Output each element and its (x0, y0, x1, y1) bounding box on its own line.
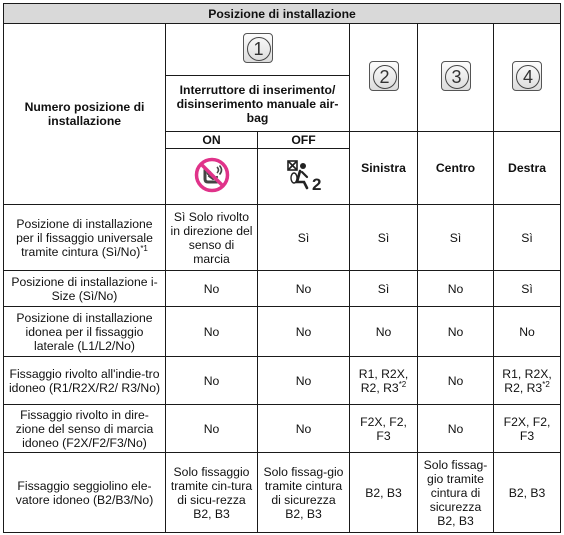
cell-left: R1, R2X, R2, R3$^{*2}$ (350, 357, 418, 405)
cell-airbag-on: No (166, 307, 258, 357)
cell-airbag-on: No (166, 271, 258, 307)
cell-airbag-off: Solo fissag-gio tramite cintura di sicurezza B2, B3 (258, 453, 350, 533)
table-title: Posizione di installazione (4, 4, 561, 24)
cell-airbag-on: Sì Solo rivolto in direzione del senso di marcia (166, 205, 258, 271)
cell-airbag-on: No (166, 357, 258, 405)
cell-left: B2, B3 (350, 453, 418, 533)
cell-left: Sì (350, 205, 418, 271)
cell-center: No (418, 271, 494, 307)
cell-airbag-off: No (258, 271, 350, 307)
cell-right: F2X, F2, F3 (494, 405, 561, 453)
position-3-badge (441, 61, 471, 91)
cell-center: No (418, 307, 494, 357)
airbag-off-icon (284, 158, 324, 192)
airbag-off-icon-digit: 2 (311, 175, 321, 192)
position-4-cell (494, 24, 561, 132)
row-label: Posizione di installazione i-Size (Sì/No) (4, 271, 166, 307)
cell-right: Sì (494, 205, 561, 271)
row-label: Fissaggio seggiolino ele-vatore idoneo (B2/B3/No) (4, 453, 166, 533)
cell-left: F2X, F2, F3 (350, 405, 418, 453)
side-right-label: Destra (494, 132, 561, 205)
position-number: 2 (373, 65, 397, 89)
off-label: OFF (258, 132, 350, 149)
cell-center: Sì (418, 205, 494, 271)
side-center-label: Centro (418, 132, 494, 205)
cell-left: No (350, 307, 418, 357)
position-2-badge (369, 61, 399, 91)
row-label: Fissaggio rivolto in dire-zione del senso di marcia idoneo (F2X/F2/F3/No) (4, 405, 166, 453)
airbag-off-icon-cell (258, 149, 350, 205)
cell-center: No (418, 357, 494, 405)
side-left-label: Sinistra (350, 132, 418, 205)
airbag-on-icon-cell (166, 149, 258, 205)
cell-airbag-off: No (258, 307, 350, 357)
position-4-badge (512, 61, 542, 91)
position-2-cell (350, 24, 418, 132)
position-1-badge (243, 33, 273, 63)
cell-center: Solo fissag-gio tramite cintura di sicurezza B2, B3 (418, 453, 494, 533)
position-3-cell (418, 24, 494, 132)
cell-airbag-on: Solo fissaggio tramite cin-tura di sicu-rezza B2, B3 (166, 453, 258, 533)
row-label: Posizione di installazione per il fissaggio universale tramite cintura (Sì/No)$^{*1}$ (4, 205, 166, 271)
position-number: 4 (516, 65, 540, 89)
cell-right: No (494, 307, 561, 357)
no-rear-facing-child-seat-icon (194, 157, 230, 193)
cell-right: B2, B3 (494, 453, 561, 533)
cell-airbag-on: No (166, 405, 258, 453)
position-number: 3 (445, 65, 469, 89)
airbag-switch-label: Interruttore di inserimento/ disinserimento manuale air-bag (166, 76, 350, 132)
cell-right: Sì (494, 271, 561, 307)
row-header: Numero posizione di installazione (4, 24, 166, 205)
on-label: ON (166, 132, 258, 149)
installation-position-table (3, 3, 561, 533)
cell-left: Sì (350, 271, 418, 307)
row-label: Fissaggio rivolto all'indie-tro idoneo (R1/R2X/R2/ R3/No) (4, 357, 166, 405)
cell-right: R1, R2X, R2, R3$^{*2}$ (494, 357, 561, 405)
position-1-cell (166, 24, 350, 76)
position-number: 1 (247, 37, 271, 61)
row-label: Posizione di installazione idonea per il fissaggio laterale (L1/L2/No) (4, 307, 166, 357)
cell-airbag-off: Sì (258, 205, 350, 271)
cell-airbag-off: No (258, 357, 350, 405)
cell-center: No (418, 405, 494, 453)
cell-airbag-off: No (258, 405, 350, 453)
